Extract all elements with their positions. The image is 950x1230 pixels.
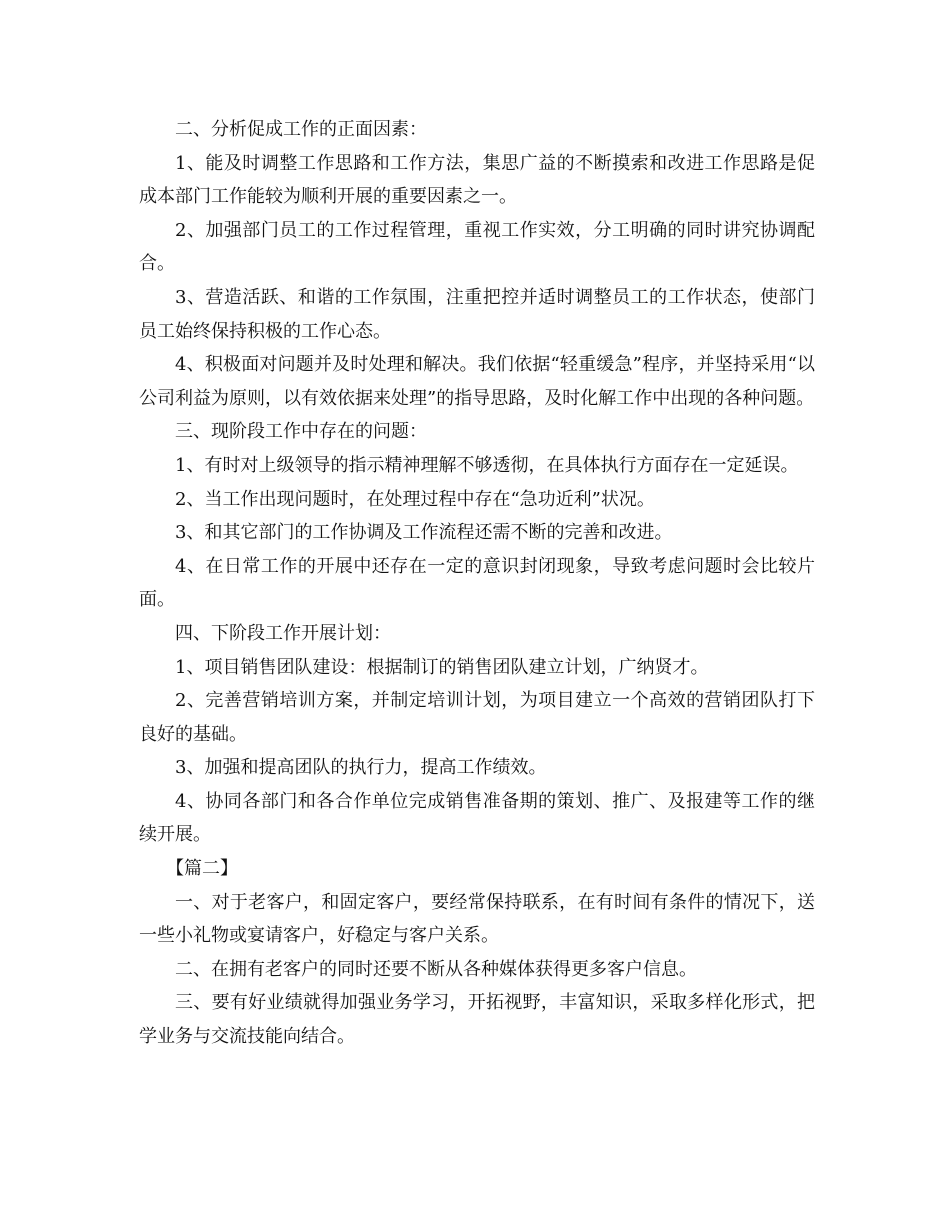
paragraph: 二、在拥有老客户的同时还要不断从各种媒体获得更多客户信息。 <box>175 958 697 980</box>
paragraph: 1、有时对上级领导的指示精神理解不够透彻，在具体执行方面存在一定延误。 <box>175 454 799 476</box>
section-heading-positive-factors: 二、分析促成工作的正面因素： <box>175 119 427 140</box>
paragraph: 4、在日常工作的开展中还存在一定的意识封闭现象，导致考虑问题时会比较片面。 <box>139 555 815 611</box>
paragraph: 4、积极面对问题并及时处理和解决。我们依据“轻重缓急”程序，并坚持采用“以公司利益为原则，以有效依据来处理”的指导思路，及时化解工作中出现的各种问题。 <box>139 354 815 409</box>
paragraph: 三、要有好业绩就得加强业务学习，开拓视野，丰富知识，采取多样化形式，把学业务与交流技能向结合。 <box>139 992 815 1048</box>
paragraph: 一、对于老客户，和固定客户，要经常保持联系，在有时间有条件的情况下，送一些小礼物或宴请客户，好稳定与客户关系。 <box>139 891 815 947</box>
paragraph: 2、当工作出现问题时，在处理过程中存在“急功近利”状况。 <box>175 488 655 510</box>
paragraph: 3、加强和提高团队的执行力，提高工作绩效。 <box>175 757 547 779</box>
paragraph: 2、完善营销培训方案，并制定培训计划，为项目建立一个高效的营销团队打下良好的基础。 <box>139 690 815 745</box>
part-two-heading: 【篇二】 <box>166 858 238 880</box>
paragraph: 4、协同各部门和各合作单位完成销售准备期的策划、推广、及报建等工作的继续开展。 <box>139 790 815 846</box>
paragraph: 2、加强部门员工的工作过程管理，重视工作实效，分工明确的同时讲究协调配合。 <box>139 219 815 275</box>
section-heading-next-plan: 四、下阶段工作开展计划： <box>175 622 391 644</box>
paragraph: 1、能及时调整工作思路和工作方法，集思广益的不断摸索和改进工作思路是促成本部门工作能较为顺利开展的重要因素之一。 <box>139 152 815 208</box>
paragraph: 1、项目销售团队建设：根据制订的销售团队建立计划，广纳贤才。 <box>175 656 709 678</box>
section-heading-current-problems: 三、现阶段工作中存在的问题： <box>175 421 427 443</box>
paragraph: 3、和其它部门的工作协调及工作流程还需不断的完善和改进。 <box>175 522 673 544</box>
document-body <box>139 113 815 1054</box>
paragraph: 3、营造活跃、和谐的工作氛围，注重把控并适时调整员工的工作状态，使部门员工始终保持积极的工作心态。 <box>139 286 815 342</box>
